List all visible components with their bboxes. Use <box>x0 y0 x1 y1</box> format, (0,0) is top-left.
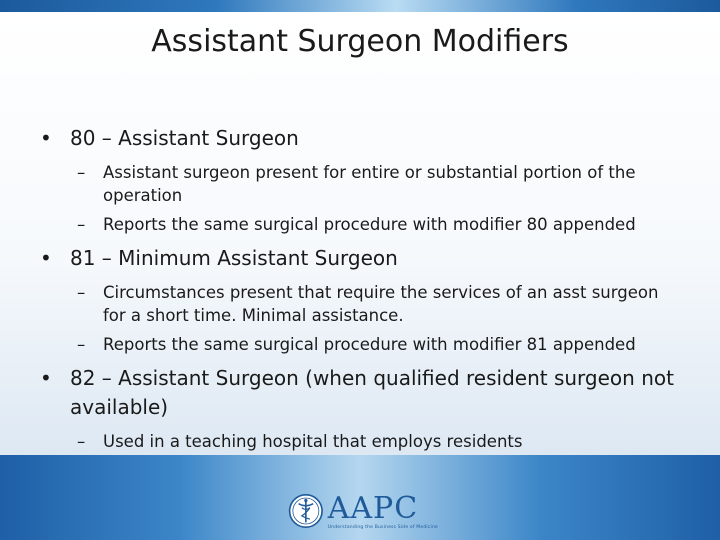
sub-item <box>0 281 720 327</box>
bullet-text: 82 – Assistant Surgeon (when qualified resident surgeon not available) <box>70 366 674 419</box>
bullet-icon: • <box>40 126 52 150</box>
dash-icon: – <box>77 163 86 182</box>
caduceus-icon <box>288 489 324 533</box>
slide-content <box>0 124 720 488</box>
dash-icon: – <box>77 335 86 354</box>
top-decorative-band <box>0 0 720 12</box>
sub-item <box>0 333 720 356</box>
sub-item <box>0 430 720 453</box>
dash-icon: – <box>77 432 86 451</box>
bullet-icon: • <box>40 246 52 270</box>
aapc-logo <box>288 486 438 536</box>
logo-wordmark: AAPC <box>327 490 419 526</box>
sub-item-text: Circumstances present that require the services of an asst surgeon for a short time. Minimal assistance. <box>103 283 659 325</box>
bullet-item-80 <box>0 124 720 153</box>
sub-item-text: Reports the same surgical procedure with modifier 80 appended <box>103 215 636 234</box>
dash-icon: – <box>77 215 86 234</box>
bullet-item-82 <box>0 364 720 422</box>
dash-icon: – <box>77 283 86 302</box>
slide-title: Assistant Surgeon Modifiers <box>151 24 569 59</box>
sub-item-text: Used in a teaching hospital that employs residents <box>103 432 523 451</box>
sub-item <box>0 161 720 207</box>
sub-item-text: Reports the same surgical procedure with modifier 81 appended <box>103 335 636 354</box>
bullet-text: 80 – Assistant Surgeon <box>70 126 299 150</box>
bullet-text: 81 – Minimum Assistant Surgeon <box>70 246 398 270</box>
bullet-item-81 <box>0 244 720 273</box>
logo-tagline: Understanding the Business Side of Medicine <box>327 524 438 530</box>
sub-item-text: Assistant surgeon present for entire or substantial portion of the operation <box>103 163 636 205</box>
sub-item <box>0 213 720 236</box>
bullet-icon: • <box>40 366 52 390</box>
